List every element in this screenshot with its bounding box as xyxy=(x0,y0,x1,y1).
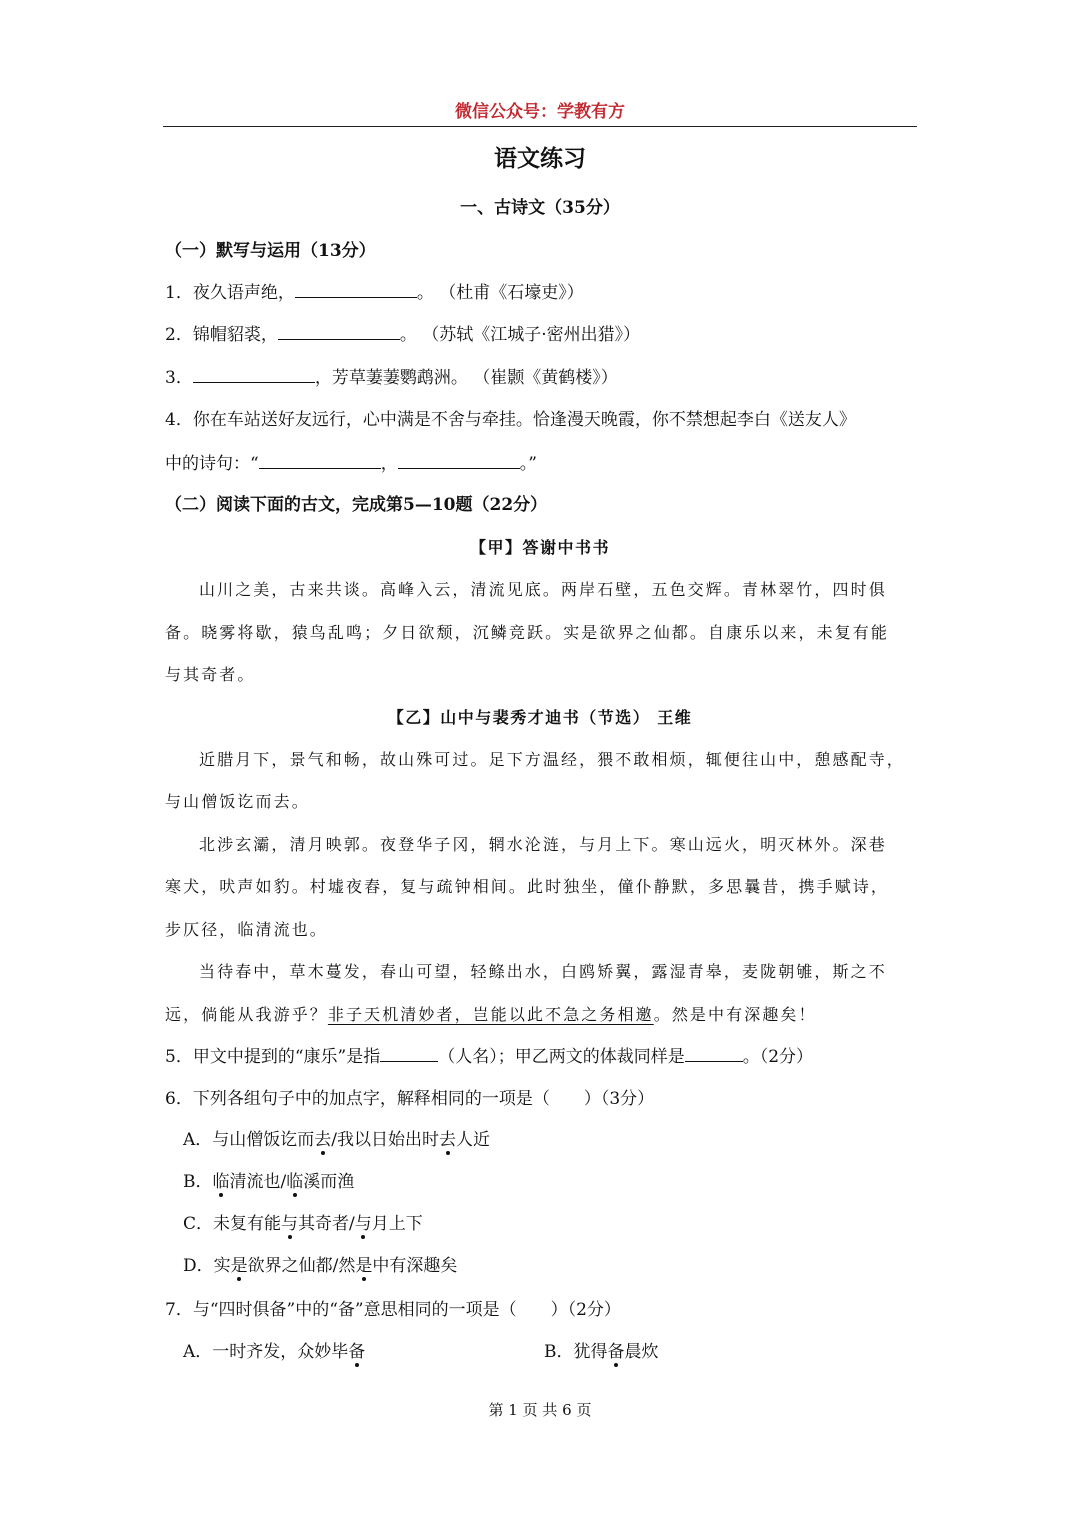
question-4-line-2: 中的诗句：“ ， 。” xyxy=(165,450,917,478)
question-7-stem: 7．与“四时俱备”中的“备”意思相同的一项是（ ）（2分） xyxy=(165,1300,621,1320)
passage-jia-title: 【甲】答谢中书书 xyxy=(469,538,610,557)
part1-heading: （一）默写与运用（13分） xyxy=(165,241,376,261)
answer-blank xyxy=(380,1043,438,1062)
option-c: C．未复有能与其奇者/与月上下 xyxy=(183,1214,423,1234)
option-a: A．与山僧饭讫而去/我以日始出时去人近 xyxy=(183,1130,491,1150)
passage-jia-line: 备。晓雾将歇，猿鸟乱鸣；夕日欲颓，沉鳞竞跃。实是欲界之仙都。自康乐以来，未复有能 xyxy=(165,623,890,642)
question-6-stem: 6．下列各组句子中的加点字，解释相同的一项是（ ）（3分） xyxy=(165,1089,655,1109)
passage-yi-line: 与山僧饭讫而去。 xyxy=(165,792,310,811)
passage-yi-line: 远，倘能从我游乎？非子天机清妙者，岂能以此不急之务相邀。然是中有深趣矣！ xyxy=(165,1005,817,1024)
passage-yi-line: 步仄径，临清流也。 xyxy=(165,920,328,939)
passage-jia-line: 与其奇者。 xyxy=(165,665,256,684)
option-b: B．犹得备晨炊 xyxy=(544,1342,659,1362)
question-4-line-1: 4．你在车站送好友远行，心中满是不舍与牵挂。恰逢漫天晚霞，你不禁想起李白《送友人》 xyxy=(165,410,856,430)
question-3: 3． ，芳草萋萋鹦鹉洲。 （崔颢《黄鹤楼》） xyxy=(165,364,917,392)
answer-blank xyxy=(259,450,381,469)
passage-yi-line: 当待春中，草木蔓发，春山可望，轻鲦出水，白鸥矫翼，露湿青皋，麦陇朝雊，斯之不 xyxy=(199,962,887,981)
passage-yi-line: 北涉玄灞，清月映郭。夜登华子冈，辋水沦涟，与月上下。寒山远火，明灭林外。深巷 xyxy=(199,835,887,854)
passage-yi-line: 寒犬，吠声如豹。村墟夜舂，复与疏钟相间。此时独坐，僮仆静默，多思曩昔，携手赋诗， xyxy=(165,877,890,896)
page-header: 微信公众号：学教有方 xyxy=(163,98,917,127)
page-title: 语文练习 xyxy=(494,145,586,172)
passage-jia-line: 山川之美，古来共谈。高峰入云，清流见底。两岸石壁，五色交辉。青林翠竹，四时俱 xyxy=(199,580,887,599)
answer-blank xyxy=(278,321,400,340)
passage-yi-line: 近腊月下，景气和畅，故山殊可过。足下方温经，猥不敢相烦，辄便往山中，憩感配寺， xyxy=(199,750,905,769)
option-b: B．临清流也/临溪而渔 xyxy=(183,1172,355,1192)
answer-blank xyxy=(295,279,417,298)
answer-blank xyxy=(398,450,520,469)
underlined-sentence: 非子天机清妙者，岂能以此不急之务相邀 xyxy=(327,1005,654,1024)
answer-blank xyxy=(685,1043,743,1062)
option-a: A．一时齐发，众妙毕备 xyxy=(183,1342,366,1362)
option-d: D．实是欲界之仙都/然是中有深趣矣 xyxy=(183,1256,458,1276)
passage-yi-title: 【乙】山中与裴秀才迪书（节选） 王维 xyxy=(387,708,693,727)
section-heading: 一、古诗文（35分） xyxy=(460,198,620,218)
answer-blank xyxy=(193,364,315,383)
part2-heading: （二）阅读下面的古文，完成第5—10题（22分） xyxy=(165,495,548,515)
question-5: 5．甲文中提到的“康乐”是指 （人名）；甲乙两文的体裁同样是 。（2分） xyxy=(165,1043,917,1071)
page-number: 第 1 页 共 6 页 xyxy=(488,1401,592,1419)
question-2: 2．锦帽貂裘， 。 （苏轼《江城子·密州出猎》） xyxy=(165,321,917,349)
question-1: 1．夜久语声绝， 。 （杜甫《石壕吏》） xyxy=(165,279,917,307)
